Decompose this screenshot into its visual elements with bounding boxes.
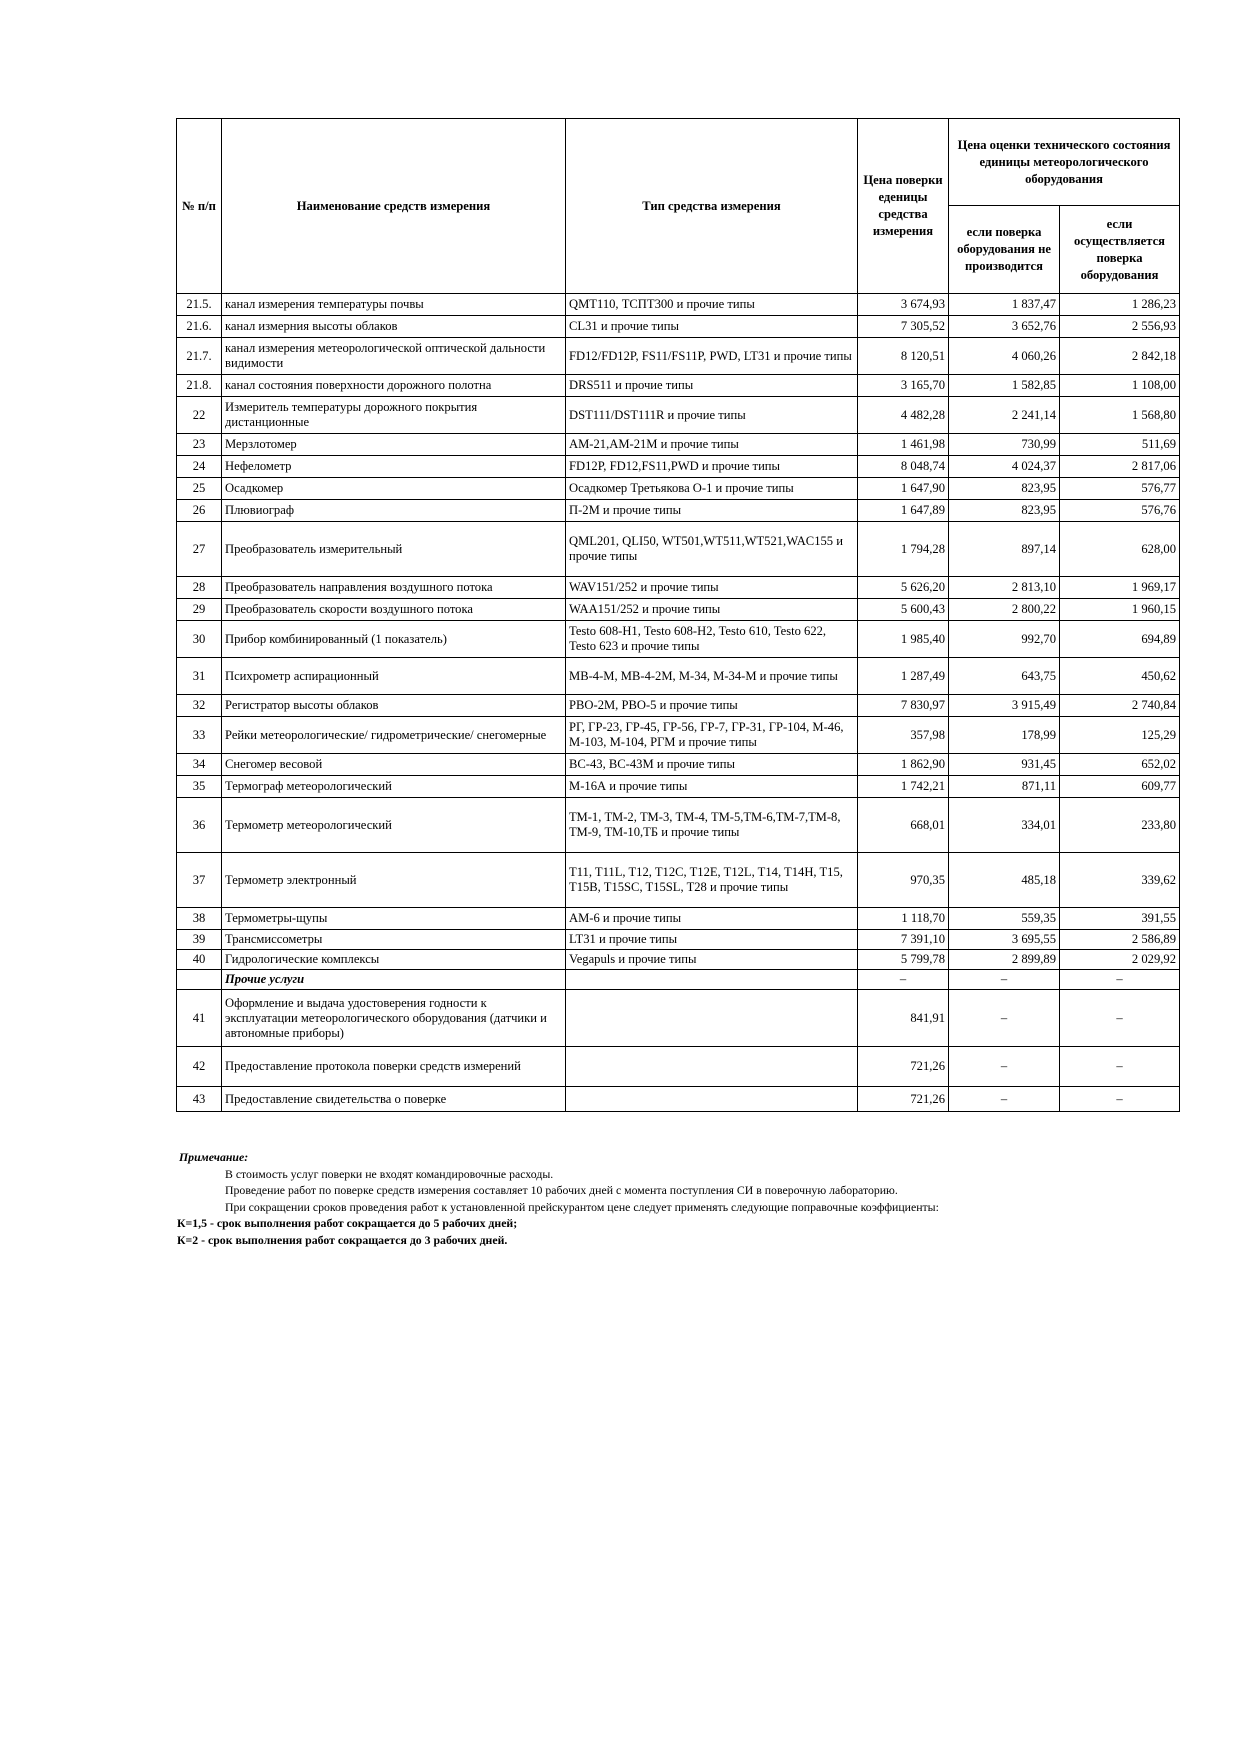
price-table <box>176 118 1180 1112</box>
cell-type: РВО-2М, РВО-5 и прочие типы <box>566 695 858 717</box>
cell-num: 42 <box>177 1047 222 1087</box>
note-line: Проведение работ по поверке средств измерения составляет 10 рабочих дней с момента поступления СИ в поверочную лабораторию. <box>225 1183 898 1198</box>
cell-type: QMT110, ТСПТ300 и прочие типы <box>566 294 858 316</box>
cell-not-verified: 4 024,37 <box>949 456 1060 478</box>
cell-price: 7 830,97 <box>858 695 949 717</box>
cell-name: Плювиограф <box>222 500 566 522</box>
cell-price: 1 647,90 <box>858 478 949 500</box>
cell-not-verified: 823,95 <box>949 478 1060 500</box>
cell-type: М-16А и прочие типы <box>566 776 858 798</box>
cell-not-verified: 897,14 <box>949 522 1060 577</box>
cell-num: 38 <box>177 908 222 930</box>
table-row <box>177 434 1180 456</box>
table-row <box>177 950 1180 970</box>
cell-type <box>566 990 858 1047</box>
cell-not-verified: – <box>949 990 1060 1047</box>
cell-name: канал состояния поверхности дорожного полотна <box>222 375 566 397</box>
cell-type: WAV151/252 и прочие типы <box>566 577 858 599</box>
cell-type: АМ-21,АМ-21М и прочие типы <box>566 434 858 456</box>
cell-verified: 2 817,06 <box>1060 456 1180 478</box>
cell-num: 29 <box>177 599 222 621</box>
cell-not-verified: 730,99 <box>949 434 1060 456</box>
cell-price: 1 742,21 <box>858 776 949 798</box>
table-row <box>177 316 1180 338</box>
table-row <box>177 754 1180 776</box>
table-row <box>177 776 1180 798</box>
cell-verified: 391,55 <box>1060 908 1180 930</box>
table-row <box>177 798 1180 853</box>
cell-type: FD12/FD12P, FS11/FS11P, PWD, LT31 и прочие типы <box>566 338 858 375</box>
cell-name: Мерзлотомер <box>222 434 566 456</box>
cell-not-verified: 3 915,49 <box>949 695 1060 717</box>
cell-verified: – <box>1060 1047 1180 1087</box>
cell-name: Трансмиссометры <box>222 930 566 950</box>
header-type: Тип средства измерения <box>566 119 858 294</box>
cell-verified: 339,62 <box>1060 853 1180 908</box>
cell-verified: 694,89 <box>1060 621 1180 658</box>
cell-not-verified: 559,35 <box>949 908 1060 930</box>
cell-not-verified: 485,18 <box>949 853 1060 908</box>
cell-name: Преобразователь направления воздушного потока <box>222 577 566 599</box>
cell-type: РГ, ГР-23, ГР-45, ГР-56, ГР-7, ГР-31, ГР-104, М-46, М-103, М-104, РГМ и прочие типы <box>566 717 858 754</box>
cell-type: П-2М и прочие типы <box>566 500 858 522</box>
table-row <box>177 695 1180 717</box>
cell-type: WAA151/252 и прочие типы <box>566 599 858 621</box>
cell-not-verified: 1 837,47 <box>949 294 1060 316</box>
cell-name: канал измерения метеорологической оптической дальности видимости <box>222 338 566 375</box>
cell-not-verified: 334,01 <box>949 798 1060 853</box>
table-row <box>177 658 1180 695</box>
cell-price: 8 120,51 <box>858 338 949 375</box>
cell-name: Нефелометр <box>222 456 566 478</box>
note-line: В стоимость услуг поверки не входят командировочные расходы. <box>225 1166 554 1181</box>
cell-price: 1 118,70 <box>858 908 949 930</box>
cell-name: Оформление и выдача удостоверения годности к эксплуатации метеорологического оборудования (датчики и автономные приборы) <box>222 990 566 1047</box>
cell-name: Психрометр аспирационный <box>222 658 566 695</box>
cell-name: Преобразователь скорости воздушного потока <box>222 599 566 621</box>
table-row <box>177 621 1180 658</box>
cell-verified: 2 029,92 <box>1060 950 1180 970</box>
cell-type: DST111/DST111R и прочие типы <box>566 397 858 434</box>
table-row <box>177 338 1180 375</box>
cell-price: 8 048,74 <box>858 456 949 478</box>
cell-not-verified: 992,70 <box>949 621 1060 658</box>
cell-verified: 1 568,80 <box>1060 397 1180 434</box>
cell-name: Осадкомер <box>222 478 566 500</box>
cell-num: 30 <box>177 621 222 658</box>
cell-verified: – <box>1060 990 1180 1047</box>
cell-name: Гидрологические комплексы <box>222 950 566 970</box>
header-not-verified: если поверка оборудования не производится <box>949 206 1060 294</box>
cell-num: 34 <box>177 754 222 776</box>
cell-not-verified: – <box>949 1087 1060 1112</box>
table-section-row <box>177 970 1180 990</box>
table-row <box>177 478 1180 500</box>
cell-num: 33 <box>177 717 222 754</box>
table-row <box>177 930 1180 950</box>
cell-num: 37 <box>177 853 222 908</box>
header-verified: если осуществляется поверка оборудования <box>1060 206 1180 294</box>
cell-verified: 1 108,00 <box>1060 375 1180 397</box>
cell-verified: – <box>1060 1087 1180 1112</box>
cell-price: 4 482,28 <box>858 397 949 434</box>
cell-price: 1 287,49 <box>858 658 949 695</box>
notes-block <box>179 1149 999 1249</box>
note-line: При сокращении сроков проведения работ к установленной прейскурантом цене следует применять следующие поправочные коэффициенты: <box>225 1199 939 1214</box>
cell-type <box>566 970 858 990</box>
notes-heading: Примечание: <box>179 1150 249 1164</box>
table-row <box>177 500 1180 522</box>
cell-price: 1 461,98 <box>858 434 949 456</box>
cell-not-verified: 2 241,14 <box>949 397 1060 434</box>
cell-price: 1 985,40 <box>858 621 949 658</box>
cell-type: Testo 608-H1, Testo 608-H2, Testo 610, Testo 622, Testo 623 и прочие типы <box>566 621 858 658</box>
cell-name: Прочие услуги <box>222 970 566 990</box>
cell-verified: 125,29 <box>1060 717 1180 754</box>
cell-type: DRS511 и прочие типы <box>566 375 858 397</box>
table-row <box>177 397 1180 434</box>
cell-name: Предоставление протокола поверки средств измерений <box>222 1047 566 1087</box>
cell-price: 721,26 <box>858 1047 949 1087</box>
cell-not-verified: 2 813,10 <box>949 577 1060 599</box>
cell-num: 24 <box>177 456 222 478</box>
table-row <box>177 853 1180 908</box>
cell-price: – <box>858 970 949 990</box>
cell-verified: 1 969,17 <box>1060 577 1180 599</box>
table-row <box>177 1047 1180 1087</box>
cell-num: 35 <box>177 776 222 798</box>
cell-price: 1 647,89 <box>858 500 949 522</box>
cell-type: T11, T11L, T12, T12C, T12E, T12L, T14, T14H, T15, T15B, T15SC, T15SL, T28 и прочие типы <box>566 853 858 908</box>
cell-num: 22 <box>177 397 222 434</box>
cell-num: 31 <box>177 658 222 695</box>
cell-type: FD12P, FD12,FS11,PWD и прочие типы <box>566 456 858 478</box>
cell-num: 21.7. <box>177 338 222 375</box>
cell-num: 41 <box>177 990 222 1047</box>
cell-type <box>566 1087 858 1112</box>
table-row <box>177 990 1180 1047</box>
cell-verified: 2 740,84 <box>1060 695 1180 717</box>
cell-num: 28 <box>177 577 222 599</box>
table-row <box>177 599 1180 621</box>
cell-not-verified: 178,99 <box>949 717 1060 754</box>
cell-price: 5 626,20 <box>858 577 949 599</box>
cell-verified: – <box>1060 970 1180 990</box>
cell-name: Термометр электронный <box>222 853 566 908</box>
cell-verified: 2 556,93 <box>1060 316 1180 338</box>
cell-not-verified: – <box>949 1047 1060 1087</box>
cell-verified: 576,77 <box>1060 478 1180 500</box>
cell-price: 668,01 <box>858 798 949 853</box>
cell-verified: 2 842,18 <box>1060 338 1180 375</box>
cell-num: 26 <box>177 500 222 522</box>
cell-not-verified: 931,45 <box>949 754 1060 776</box>
cell-num: 27 <box>177 522 222 577</box>
coefficient-line: К=1,5 - срок выполнения работ сокращается до 5 рабочих дней; <box>177 1216 518 1231</box>
cell-name: Термограф метеорологический <box>222 776 566 798</box>
cell-not-verified: 2 800,22 <box>949 599 1060 621</box>
coefficient-line: К=2 - срок выполнения работ сокращается до 3 рабочих дней. <box>177 1232 508 1247</box>
cell-num: 21.6. <box>177 316 222 338</box>
cell-price: 721,26 <box>858 1087 949 1112</box>
header-price: Цена поверки еденицы средства измерения <box>858 119 949 294</box>
cell-name: Преобразователь измерительный <box>222 522 566 577</box>
cell-price: 3 165,70 <box>858 375 949 397</box>
cell-not-verified: 3 695,55 <box>949 930 1060 950</box>
cell-price: 7 391,10 <box>858 930 949 950</box>
cell-type: LT31 и прочие типы <box>566 930 858 950</box>
cell-verified: 652,02 <box>1060 754 1180 776</box>
cell-type: CL31 и прочие типы <box>566 316 858 338</box>
cell-num: 40 <box>177 950 222 970</box>
cell-price: 1 794,28 <box>858 522 949 577</box>
cell-num: 23 <box>177 434 222 456</box>
cell-verified: 609,77 <box>1060 776 1180 798</box>
table-row <box>177 522 1180 577</box>
cell-not-verified: 4 060,26 <box>949 338 1060 375</box>
cell-num <box>177 970 222 990</box>
cell-price: 841,91 <box>858 990 949 1047</box>
cell-price: 1 862,90 <box>858 754 949 776</box>
cell-type: ВС-43, ВС-43М и прочие типы <box>566 754 858 776</box>
table-row <box>177 717 1180 754</box>
cell-type <box>566 1047 858 1087</box>
cell-price: 357,98 <box>858 717 949 754</box>
header-num: № п/п <box>177 119 222 294</box>
cell-name: канал измерения температуры почвы <box>222 294 566 316</box>
cell-num: 36 <box>177 798 222 853</box>
cell-type: Vegapuls и прочие типы <box>566 950 858 970</box>
cell-num: 32 <box>177 695 222 717</box>
header-name: Наименование средств измерения <box>222 119 566 294</box>
cell-not-verified: 1 582,85 <box>949 375 1060 397</box>
cell-verified: 511,69 <box>1060 434 1180 456</box>
cell-name: Снегомер весовой <box>222 754 566 776</box>
cell-price: 970,35 <box>858 853 949 908</box>
cell-price: 7 305,52 <box>858 316 949 338</box>
cell-verified: 1 960,15 <box>1060 599 1180 621</box>
table-row <box>177 577 1180 599</box>
cell-verified: 233,80 <box>1060 798 1180 853</box>
cell-not-verified: 643,75 <box>949 658 1060 695</box>
cell-name: Предоставление свидетельства о поверке <box>222 1087 566 1112</box>
table-row <box>177 456 1180 478</box>
cell-type: АМ-6 и прочие типы <box>566 908 858 930</box>
cell-name: Термометр метеорологический <box>222 798 566 853</box>
cell-verified: 1 286,23 <box>1060 294 1180 316</box>
cell-not-verified: 2 899,89 <box>949 950 1060 970</box>
cell-verified: 628,00 <box>1060 522 1180 577</box>
cell-not-verified: 823,95 <box>949 500 1060 522</box>
table-row <box>177 1087 1180 1112</box>
cell-name: Регистратор высоты облаков <box>222 695 566 717</box>
table-body <box>177 294 1180 1112</box>
cell-price: 5 799,78 <box>858 950 949 970</box>
cell-verified: 450,62 <box>1060 658 1180 695</box>
cell-not-verified: 871,11 <box>949 776 1060 798</box>
cell-num: 21.5. <box>177 294 222 316</box>
table-row <box>177 908 1180 930</box>
cell-price: 3 674,93 <box>858 294 949 316</box>
cell-name: канал измерния высоты облаков <box>222 316 566 338</box>
cell-price: 5 600,43 <box>858 599 949 621</box>
header-assessment-group: Цена оценки технического состояния единицы метеорологического оборудования <box>949 119 1180 206</box>
table-row <box>177 294 1180 316</box>
cell-num: 39 <box>177 930 222 950</box>
cell-verified: 576,76 <box>1060 500 1180 522</box>
cell-num: 25 <box>177 478 222 500</box>
cell-not-verified: – <box>949 970 1060 990</box>
cell-not-verified: 3 652,76 <box>949 316 1060 338</box>
cell-verified: 2 586,89 <box>1060 930 1180 950</box>
cell-name: Термометры-щупы <box>222 908 566 930</box>
cell-num: 43 <box>177 1087 222 1112</box>
cell-type: МВ-4-М, МВ-4-2М, М-34, М-34-М и прочие типы <box>566 658 858 695</box>
cell-type: ТМ-1, ТМ-2, ТМ-3, ТМ-4, ТМ-5,ТМ-6,ТМ-7,ТМ-8, ТМ-9, ТМ-10,ТБ и прочие типы <box>566 798 858 853</box>
cell-num: 21.8. <box>177 375 222 397</box>
cell-name: Прибор комбинированный (1 показатель) <box>222 621 566 658</box>
cell-type: QML201, QLI50, WT501,WT511,WT521,WAC155 и прочие типы <box>566 522 858 577</box>
table-row <box>177 375 1180 397</box>
cell-type: Осадкомер Третьякова О-1 и прочие типы <box>566 478 858 500</box>
cell-name: Измеритель температуры дорожного покрытия дистанционные <box>222 397 566 434</box>
cell-name: Рейки метеорологические/ гидрометрические/ снегомерные <box>222 717 566 754</box>
